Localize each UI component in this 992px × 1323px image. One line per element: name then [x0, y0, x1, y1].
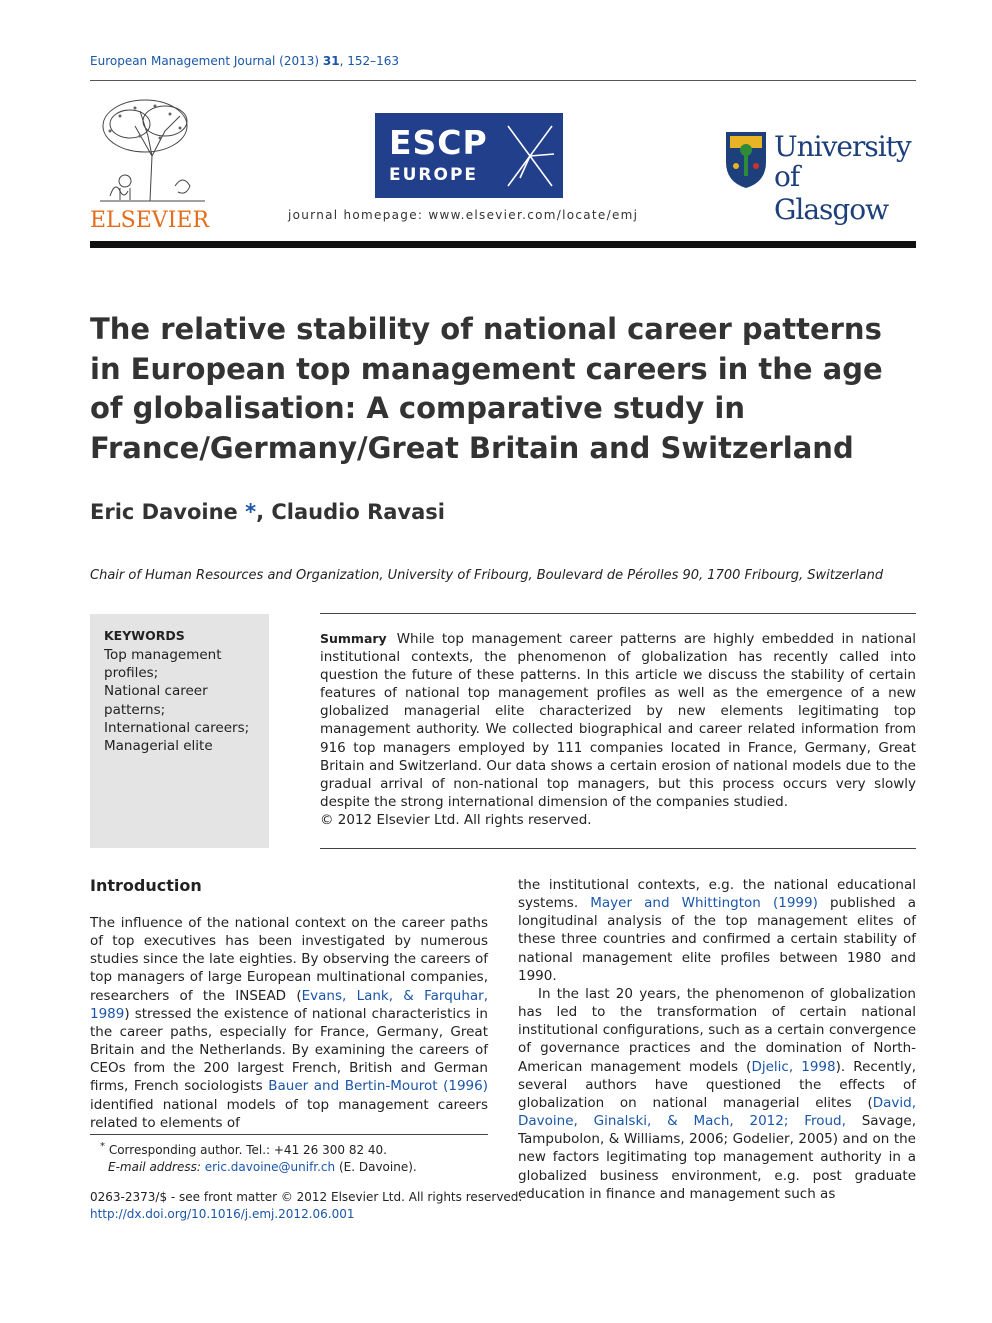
email-link[interactable]: eric.davoine@unifr.ch: [204, 1159, 336, 1174]
abstract-label: Summary: [320, 631, 387, 646]
article-title: The relative stability of national career patterns in European top management careers in the age of globalisation: A comparative study in France/Germany/Great Britain and Switzerland: [90, 312, 883, 465]
abstract-copyright: © 2012 Elsevier Ltd. All rights reserved.: [320, 811, 592, 828]
abstract-text: While top management career patterns are highly embedded in national institutional contexts, the phenomenon of globalization has recently called into question the future of these patterns. In this article we discuss the stability of certain features of national top management profiles as well as the emergence of a new globalized managerial elite characterized by new elements legitimating top management authority. We collected biographical and career related information from 916 top managers employed by 111 companies located in France, Germany, Great Britain and Switzerland. Our data shows a certain erosion of national models due to the gradual arrival of non-national top managers, but this process occurs very slowly despite the strong international dimension of the companies studied.: [320, 631, 916, 810]
issn-line: 0263-2373/$ - see front matter © 2012 Elsevier Ltd. All rights reserved.: [90, 1190, 523, 1204]
header-thick-rule: [90, 241, 916, 248]
corresponding-author-marker[interactable]: *: [245, 500, 257, 524]
journal-homepage[interactable]: journal homepage: www.elsevier.com/locate/emj: [288, 208, 639, 222]
keywords-box: [90, 614, 269, 848]
citation-link[interactable]: David, Davoine, Ginalski, & Mach, 2012; Froud,: [518, 1094, 916, 1130]
author-name: Claudio Ravasi: [271, 500, 445, 524]
keyword-item: International careers;: [104, 719, 250, 736]
escp-logo-text: ESCP: [389, 123, 488, 162]
footnote: * Corresponding author. Tel.: +41 26 300 82 40. E-mail address: eric.davoine@unifr.ch (E. Davoine).: [100, 1141, 417, 1174]
keyword-item: Managerial elite: [104, 738, 213, 755]
author-name: Eric Davoine: [90, 500, 238, 524]
escp-europe-logo: [375, 113, 563, 198]
escp-star-icon: [500, 118, 560, 193]
abstract-bottom-rule: [320, 848, 916, 849]
doi-link[interactable]: http://dx.doi.org/10.1016/j.emj.2012.06.001: [90, 1206, 355, 1221]
journal-name[interactable]: European Management Journal (2013): [90, 54, 320, 68]
header-rule: [90, 80, 916, 81]
paragraph: In the last 20 years, the phenomenon of globalization has led to the transformation of certain national institutional configurations, such as a certain convergence of governance practices and the domination of North-American management models (Djelic, 1998). Recently, several authors have questioned the effects of globalization on national managerial elites (David, Davoine, Ginalski, & Mach, 2012; Froud, Savage, Tampubolon, & Williams, 2006; Godelier, 2005) and on the new factors legitimating top management authority in a globalized business environment, e.g. post graduate education in finance and management such as: [518, 985, 917, 1202]
footnote-rule: [90, 1134, 488, 1135]
section-heading: Introduction: [90, 876, 202, 895]
abstract: [320, 630, 916, 829]
page-footer: [90, 1189, 690, 1222]
author-list: Eric Davoine *, Claudio Ravasi: [90, 500, 445, 524]
affiliation: Chair of Human Resources and Organization, University of Fribourg, Boulevard de Pérolles 90, 1700 Fribourg, Switzerland: [90, 568, 884, 583]
body-column-left: The influence of the national context on the career paths of top executives has been investigated by numerous studies since the late eighties. By observing the careers of top managers of large European multinational companies, researchers of the INSEAD (Evans, Lank, & Farquhar, 1989) stressed the existence of national characteristics in the career paths, especially for France, Germany, Great Britain and the Netherlands. By examining the careers of CEOs from the 200 largest French, British and German firms, French sociologists Bauer and Bertin-Mourot (1996) identified national models of top management careers related to elements of: [90, 915, 488, 1131]
keyword-item: Top management profiles;: [104, 647, 222, 682]
glasgow-crest-icon: [724, 130, 768, 190]
escp-logo-subtext: EUROPE: [389, 165, 479, 185]
body-column-right: [518, 876, 916, 1203]
journal-volume[interactable]: 31: [322, 54, 340, 68]
abstract-top-rule: [320, 613, 916, 614]
university-of-glasgow-logo: [724, 130, 918, 226]
glasgow-wordmark-line2: of Glasgow: [774, 160, 889, 226]
paragraph: the institutional contexts, e.g. the national educational systems. Mayer and Whittington (1999) published a longitudinal analysis of the top management elites of these three countries and confirmed a certain stability of national management elite profiles between 1980 and 1990.: [518, 877, 917, 984]
keywords-list: [104, 646, 249, 755]
citation-link[interactable]: Bauer and Bertin-Mourot (1996): [268, 1078, 488, 1095]
citation-link[interactable]: Mayer and Whittington (1999): [590, 895, 818, 912]
elsevier-logo: [90, 96, 215, 236]
keyword-item: National career patterns;: [104, 683, 208, 718]
keywords-heading: KEYWORDS: [104, 628, 185, 643]
citation-link[interactable]: Evans, Lank, & Farquhar, 1989: [90, 987, 488, 1022]
journal-pages[interactable]: 152–163: [347, 54, 400, 68]
elsevier-wordmark: ELSEVIER: [90, 208, 210, 233]
glasgow-wordmark-line1: University: [774, 130, 911, 163]
citation-link[interactable]: Djelic, 1998: [751, 1058, 836, 1075]
elsevier-tree-icon: [90, 96, 215, 206]
journal-reference[interactable]: European Management Journal (2013) 31, 152–163: [90, 54, 400, 68]
